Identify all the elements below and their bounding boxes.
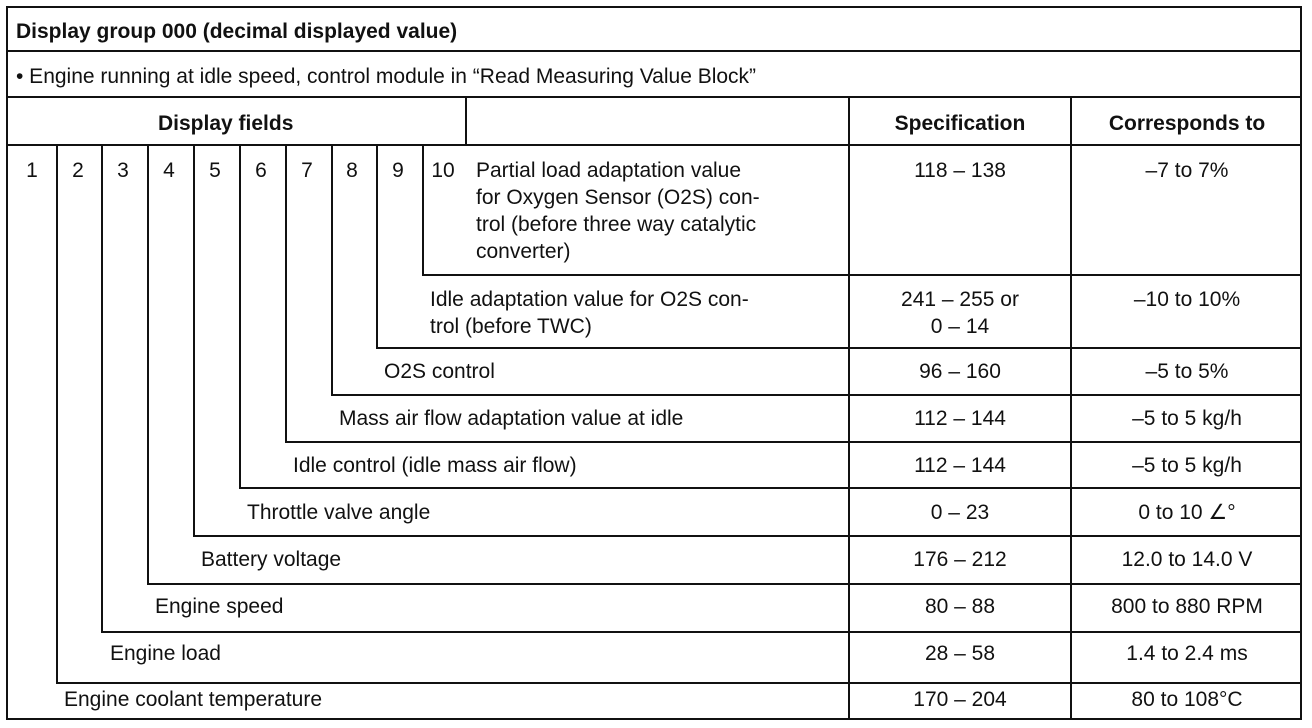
field-7-leader — [331, 144, 333, 394]
field-8-leader — [376, 144, 378, 347]
field-number-7: 7 — [301, 159, 313, 182]
row-divider — [101, 631, 1302, 633]
row-3-corresponds: 800 to 880 RPM — [1111, 595, 1263, 618]
field-number-1: 1 — [26, 159, 38, 182]
divider — [6, 144, 1302, 146]
condition-text: • Engine running at idle speed, control module in “Read Measuring Value Block” — [16, 65, 757, 88]
divider — [6, 96, 1302, 98]
row-7-corresponds: –5 to 5 kg/h — [1132, 407, 1242, 430]
table-title: Display group 000 (decimal displayed value) — [16, 20, 458, 43]
row-7-description: Mass air flow adaptation value at idle — [339, 407, 684, 430]
row-1-description: Engine coolant temperature — [64, 688, 322, 711]
field-2-leader — [101, 144, 103, 631]
row-8-corresponds: –5 to 5% — [1145, 360, 1229, 383]
field-number-8: 8 — [346, 159, 358, 182]
field-1-leader — [56, 144, 58, 682]
field-number-5: 5 — [209, 159, 221, 182]
row-8-specification: 96 – 160 — [919, 360, 1001, 383]
header-display-fields: Display fields — [158, 112, 294, 135]
row-divider — [147, 583, 1302, 585]
row-5-corresponds: 0 to 10 ∠° — [1138, 501, 1236, 524]
row-1-corresponds: 80 to 108°C — [1131, 688, 1243, 711]
field-9-leader — [422, 144, 424, 274]
row-divider — [56, 682, 1302, 684]
row-8-description: O2S control — [384, 360, 495, 383]
row-6-description: Idle control (idle mass air flow) — [293, 454, 577, 477]
field-4-leader — [193, 144, 195, 535]
row-2-corresponds: 1.4 to 2.4 ms — [1126, 642, 1248, 665]
field-number-10: 10 — [431, 159, 455, 182]
row-divider — [239, 487, 1302, 489]
row-divider — [285, 441, 1302, 443]
row-3-specification: 80 – 88 — [924, 595, 996, 618]
row-5-specification: 0 – 23 — [930, 501, 990, 524]
row-4-description: Battery voltage — [201, 548, 342, 571]
row-10-description: Partial load adaptation value for Oxygen Sensor (O2S) con- trol (before three way catalytic converter) — [476, 159, 760, 263]
header-corresponds-to: Corresponds to — [1108, 112, 1266, 135]
field-number-2: 2 — [72, 159, 84, 182]
row-2-description: Engine load — [110, 642, 221, 665]
row-divider — [376, 347, 1302, 349]
field-5-leader — [239, 144, 241, 487]
row-divider — [331, 394, 1302, 396]
row-divider — [193, 535, 1302, 537]
row-4-specification: 176 – 212 — [913, 548, 1007, 571]
row-2-specification: 28 – 58 — [924, 642, 996, 665]
divider — [465, 96, 467, 144]
header-specification: Specification — [894, 112, 1026, 135]
row-1-specification: 170 – 204 — [913, 688, 1007, 711]
row-5-description: Throttle valve angle — [247, 501, 431, 524]
field-3-leader — [147, 144, 149, 583]
row-7-specification: 112 – 144 — [914, 407, 1006, 430]
field-number-9: 9 — [392, 159, 404, 182]
row-divider — [422, 274, 1302, 276]
row-10-corresponds: –7 to 7% — [1145, 159, 1229, 182]
row-9-description: Idle adaptation value for O2S con- trol (before TWC) — [430, 288, 749, 338]
row-9-specification: 241 – 255 or 0 – 14 — [901, 288, 1019, 338]
row-6-corresponds: –5 to 5 kg/h — [1132, 454, 1242, 477]
row-9-corresponds: –10 to 10% — [1133, 288, 1241, 311]
row-6-specification: 112 – 144 — [914, 454, 1006, 477]
row-3-description: Engine speed — [155, 595, 284, 618]
field-number-3: 3 — [117, 159, 129, 182]
field-number-6: 6 — [255, 159, 267, 182]
row-4-corresponds: 12.0 to 14.0 V — [1121, 548, 1253, 571]
field-6-leader — [285, 144, 287, 441]
field-number-4: 4 — [163, 159, 175, 182]
divider — [6, 50, 1302, 52]
row-10-specification: 118 – 138 — [914, 159, 1006, 182]
